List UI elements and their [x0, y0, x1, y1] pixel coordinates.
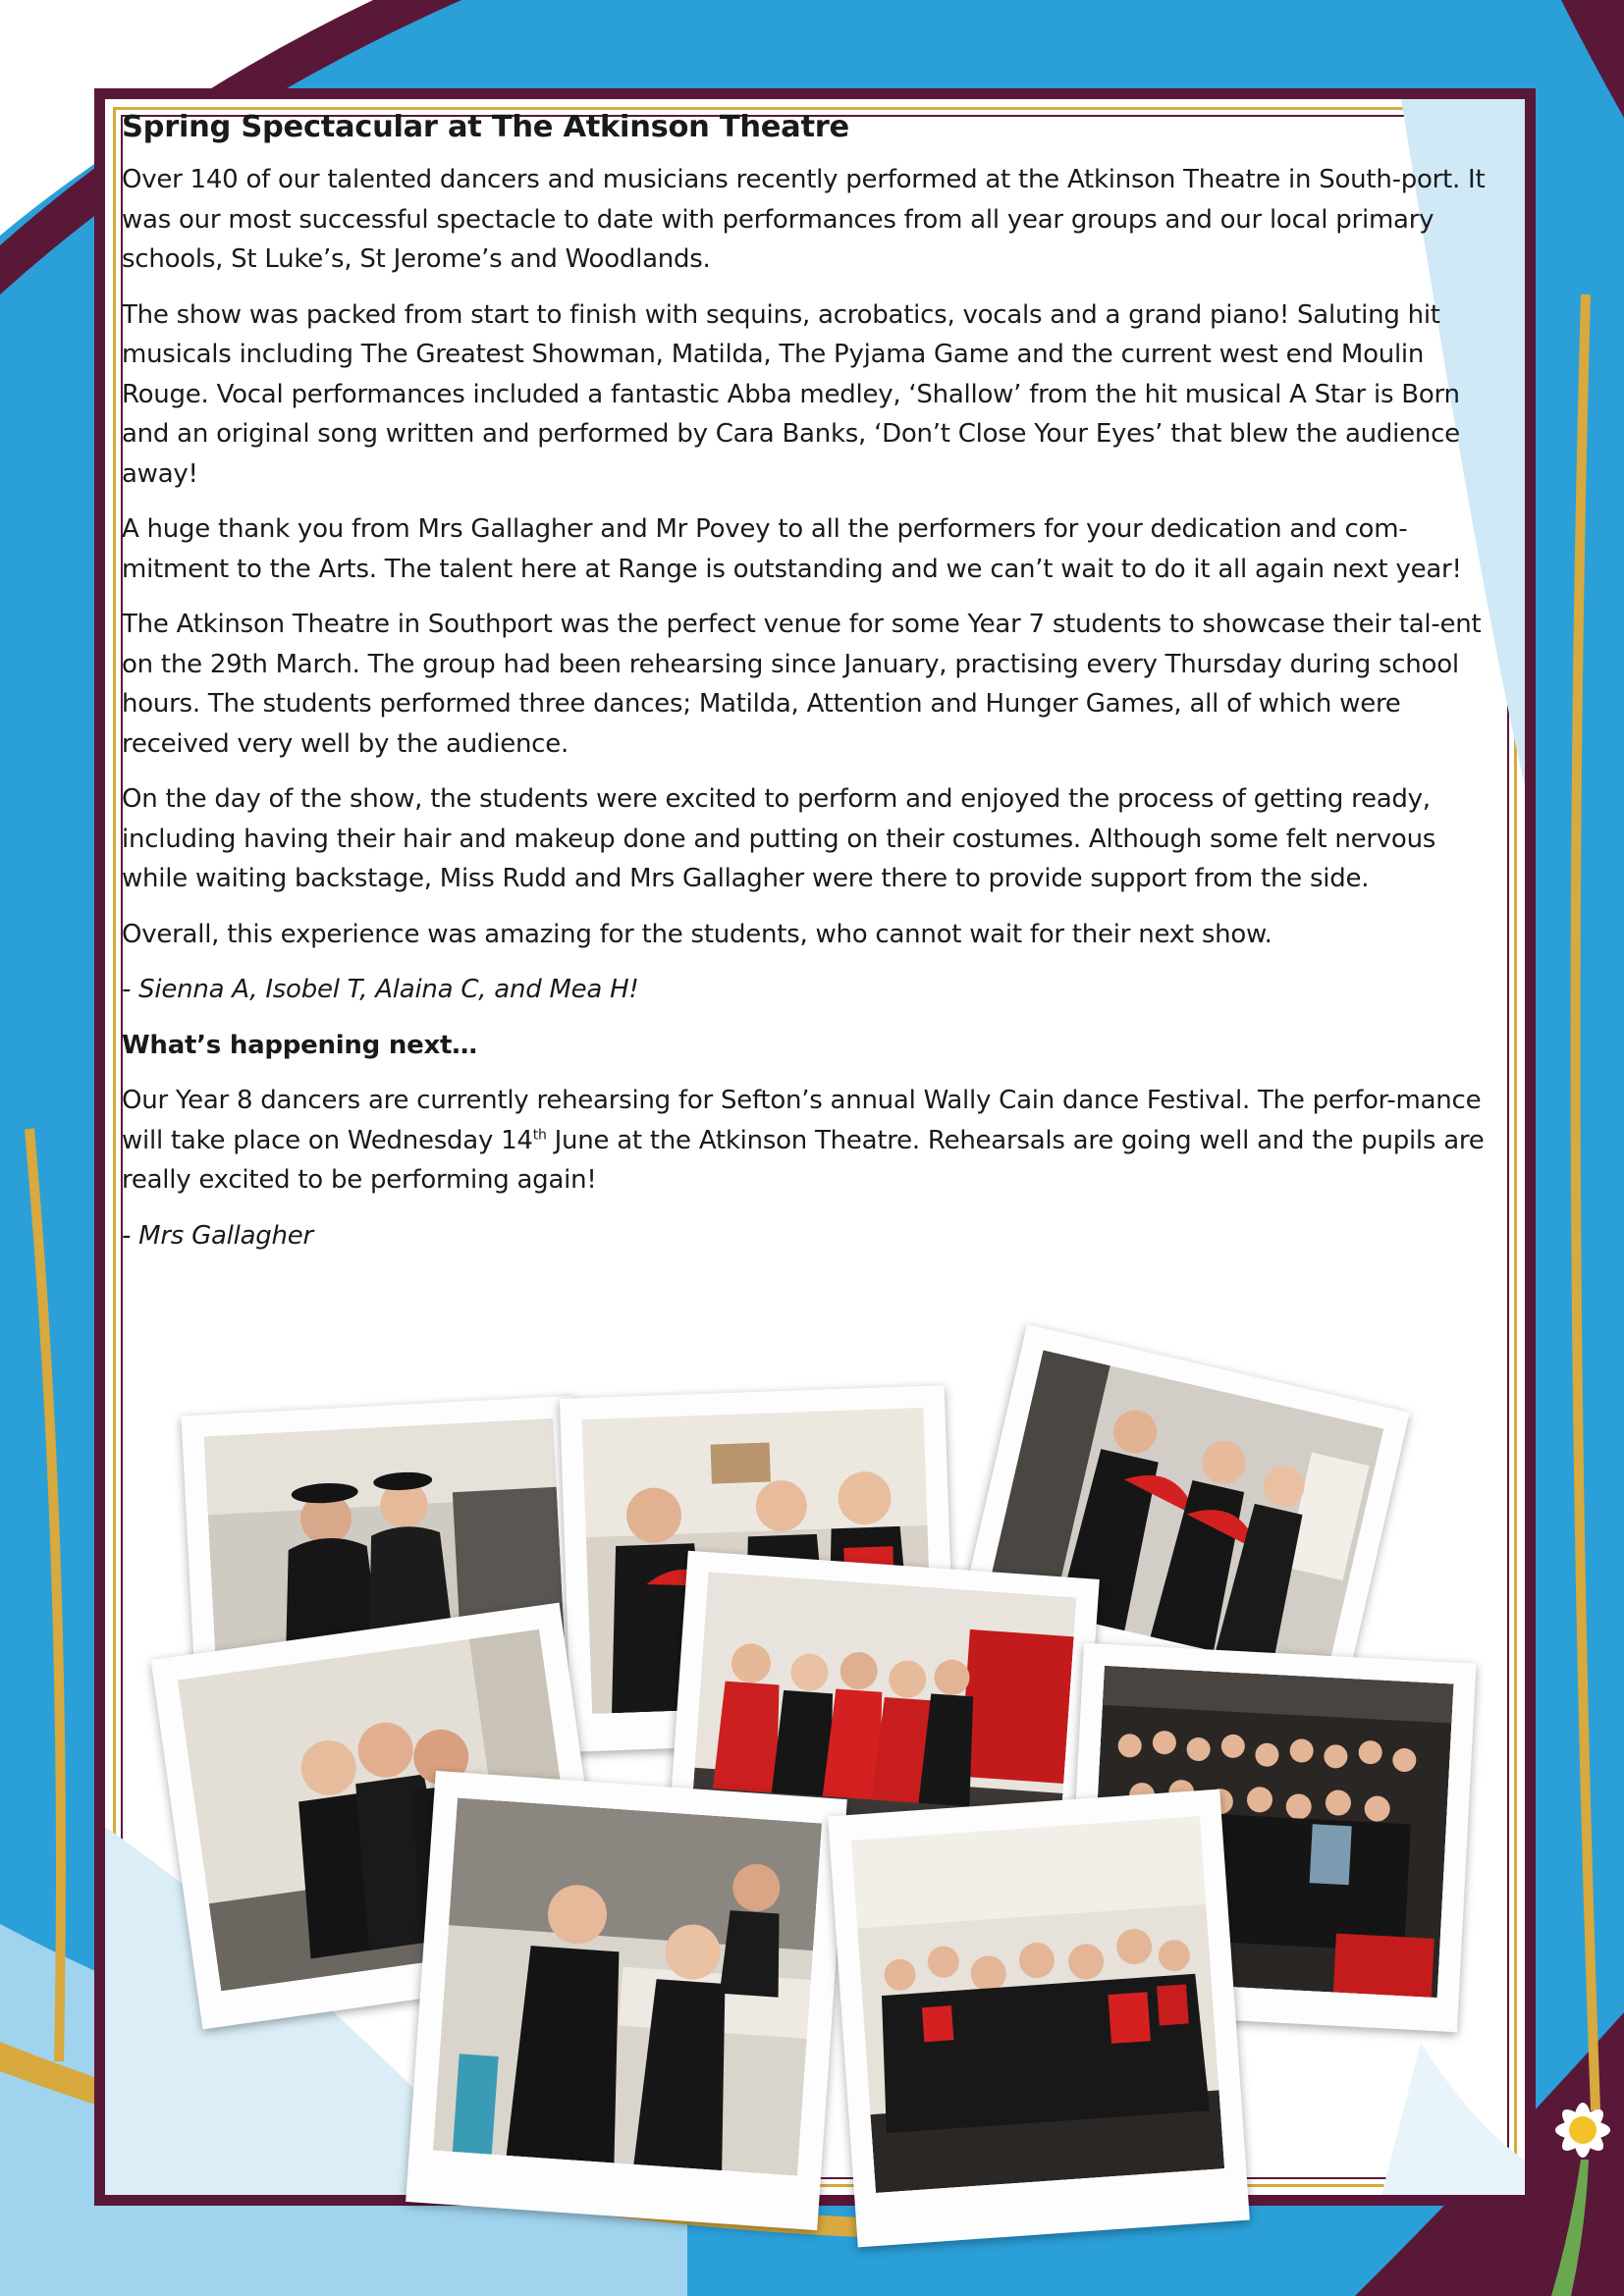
- next-text-part2: June at the Atkinson Theatre. Rehearsals are going well and the pupils are really excited to be performing again!: [122, 1125, 1485, 1195]
- daisy-decoration: [1512, 2071, 1624, 2296]
- paragraph-next: [122, 1081, 1496, 1201]
- photo-mirror-dressing-room: [406, 1771, 847, 2230]
- paragraph-year7: The Atkinson Theatre in Southport was the perfect venue for some Year 7 students to showcase their tal-ent on the 29th March. The group had been rehearsing since January, practising every Thursday during school hours. The students performed three dances; Matilda, Attention and Hunger Games, all of which were received very well by the audience.: [122, 610, 1482, 759]
- photo-thumbs-up-group: [828, 1789, 1250, 2248]
- article-title: Spring Spectacular at The Atkinson Theatre: [122, 110, 849, 144]
- next-text-part1: Our Year 8 dancers are currently rehearsing for Sefton’s annual Wally Cain dance Festival. The perfor-mance will take place on Wednesday 14: [122, 1086, 1482, 1155]
- next-heading: What’s happening next…: [122, 1030, 477, 1060]
- article-body: [122, 110, 1496, 1271]
- student-signoff: - Sienna A, Isobel T, Alaina C, and Mea H!: [122, 975, 639, 1004]
- paragraph-intro: Over 140 of our talented dancers and musicians recently performed at the Atkinson Theatre in South-port. It was our most successful spectacle to date with performances from all year groups and our local primary schools, St Luke’s, St Jerome’s and Woodlands.: [122, 165, 1486, 274]
- photo-image: [851, 1816, 1224, 2193]
- paragraph-show: The show was packed from start to finish with sequins, acrobatics, vocals and a grand piano! Saluting hit musicals including The Greatest Showman, Matilda, The Pyjama Game and the current west end Moulin Rouge. Vocal performances included a fantastic Abba medley, ‘Shallow’ from the hit musical A Star is Born and an original song written and performed by Cara Banks, ‘Don’t Close Your Eyes’ that blew the audience away!: [122, 299, 1460, 489]
- photo-image: [433, 1797, 822, 2175]
- paragraph-show-day: On the day of the show, the students were excited to perform and enjoyed the process of getting ready, including having their hair and makeup done and putting on their costumes. Although some felt nervous while waiting backstage, Miss Rudd and Mrs Gallagher were there to provide support from the side.: [122, 784, 1436, 893]
- paragraph-overall: Overall, this experience was amazing for the students, who cannot wait for their next show.: [122, 919, 1272, 949]
- ordinal-suffix: th: [532, 1126, 547, 1143]
- teacher-signoff: - Mrs Gallagher: [122, 1220, 313, 1251]
- paragraph-thanks: A huge thank you from Mrs Gallagher and Mr Povey to all the performers for your dedication and com-mitment to the Arts. The talent here at Range is outstanding and we can’t wait to do it all again next year!: [122, 514, 1462, 584]
